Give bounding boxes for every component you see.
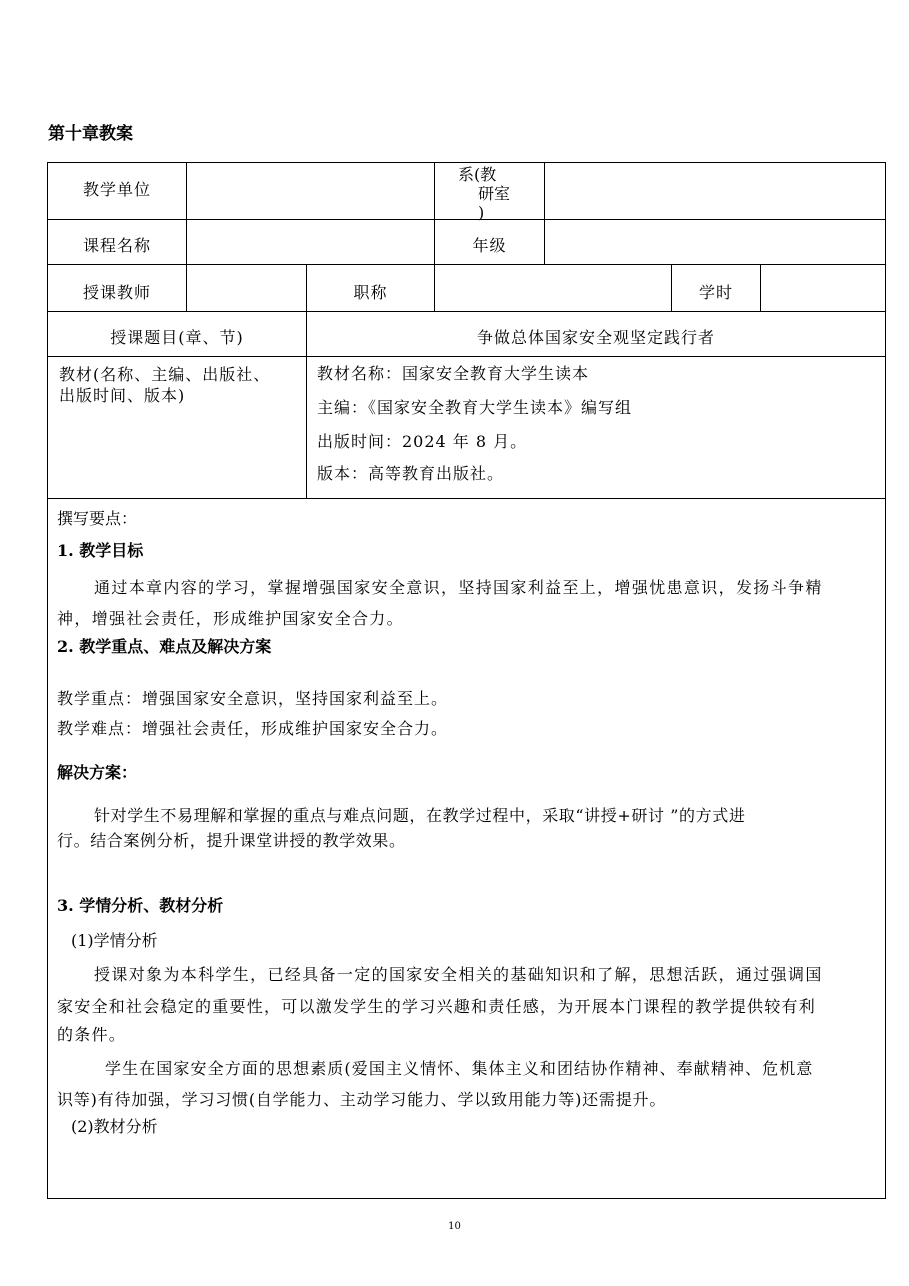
textbook-edition: 版本：高等教育出版社。 [317,464,505,483]
professional-title-label: 职称 [353,283,388,302]
textbook-label: 教材(名称、主编、出版社、 出版时间、版本) [59,365,271,405]
course-name-label: 课程名称 [82,236,151,255]
section-2-heading: 2. 教学重点、难点及解决方案 [57,637,272,656]
department-label: 系(教 研室 ) [458,165,511,222]
student-analysis-paragraph-line: 授课对象为本科学生，已经具备一定的国家安全相关的基础知识和了解，思想活跃，通过强调国 [94,965,823,984]
solution-paragraph-line: 行。结合案例分析，提升课堂讲授的教学效果。 [57,831,406,850]
lesson-topic-label: 授课题目(章、节) [110,328,244,347]
lesson-topic-value: 争做总体国家安全观坚定践行者 [476,328,715,347]
section-1-heading: 1. 教学目标 [57,541,144,560]
teaching-difficulty: 教学难点：增强社会责任，形成维护国家安全合力。 [57,719,449,738]
chapter-title: 第十章教案 [48,124,133,144]
page-number: 10 [448,1221,461,1232]
student-analysis-paragraph-line: 的条件。 [57,1025,127,1044]
solution-heading: 解决方案： [57,763,138,782]
section-1-paragraph-line: 通过本章内容的学习，掌握增强国家安全意识，坚持国家利益至上，增强忧患意识，发扬斗争精 [94,578,823,597]
textbook-name: 教材名称：国家安全教育大学生读本 [317,364,590,383]
table-row-divider [47,311,886,312]
solution-paragraph-line: 针对学生不易理解和掌握的重点与难点问题，在教学过程中，采取“讲授+研讨 ”的方式进 [94,806,746,825]
writing-points-label: 撰写要点： [57,509,138,528]
table-col-divider [544,162,545,264]
teaching-unit-label: 教学单位 [82,180,151,199]
table-row-divider [47,356,886,357]
class-hours-label: 学时 [698,283,733,302]
table-col-divider [186,162,187,311]
grade-label: 年级 [472,236,507,255]
student-analysis-paragraph-line: 家安全和社会稳定的重要性，可以激发学生的学习兴趣和责任感，为开展本门课程的教学提供较有利 [57,997,817,1016]
teacher-label: 授课教师 [82,283,151,302]
textbook-publish-date: 出版时间：2024 年 8 月。 [317,432,528,451]
teaching-key-point: 教学重点：增强国家安全意识，坚持国家利益至上。 [57,689,449,708]
section-3-heading: 3. 学情分析、教材分析 [57,896,224,915]
section-1-paragraph-line: 神，增强社会责任，形成维护国家安全合力。 [57,609,405,628]
table-col-divider [760,264,761,311]
student-analysis-paragraph-line: 识等)有待加强，学习习惯(自学能力、主动学习能力、学以致用能力等)还需提升。 [57,1090,667,1109]
table-border-top [47,162,886,163]
student-analysis-subheading: (1)学情分析 [71,931,158,950]
textbook-editor: 主编：《国家安全教育大学生读本》编写组 [317,398,633,417]
table-border-bottom [47,1198,886,1199]
textbook-analysis-subheading: (2)教材分析 [71,1117,158,1136]
table-row-divider [47,498,886,499]
table-border-left [47,162,48,1199]
student-analysis-paragraph-line: 学生在国家安全方面的思想素质(爱国主义情怀、集体主义和团结协作精神、奉献精神、危机意 [105,1059,814,1078]
table-border-right [885,162,886,1199]
